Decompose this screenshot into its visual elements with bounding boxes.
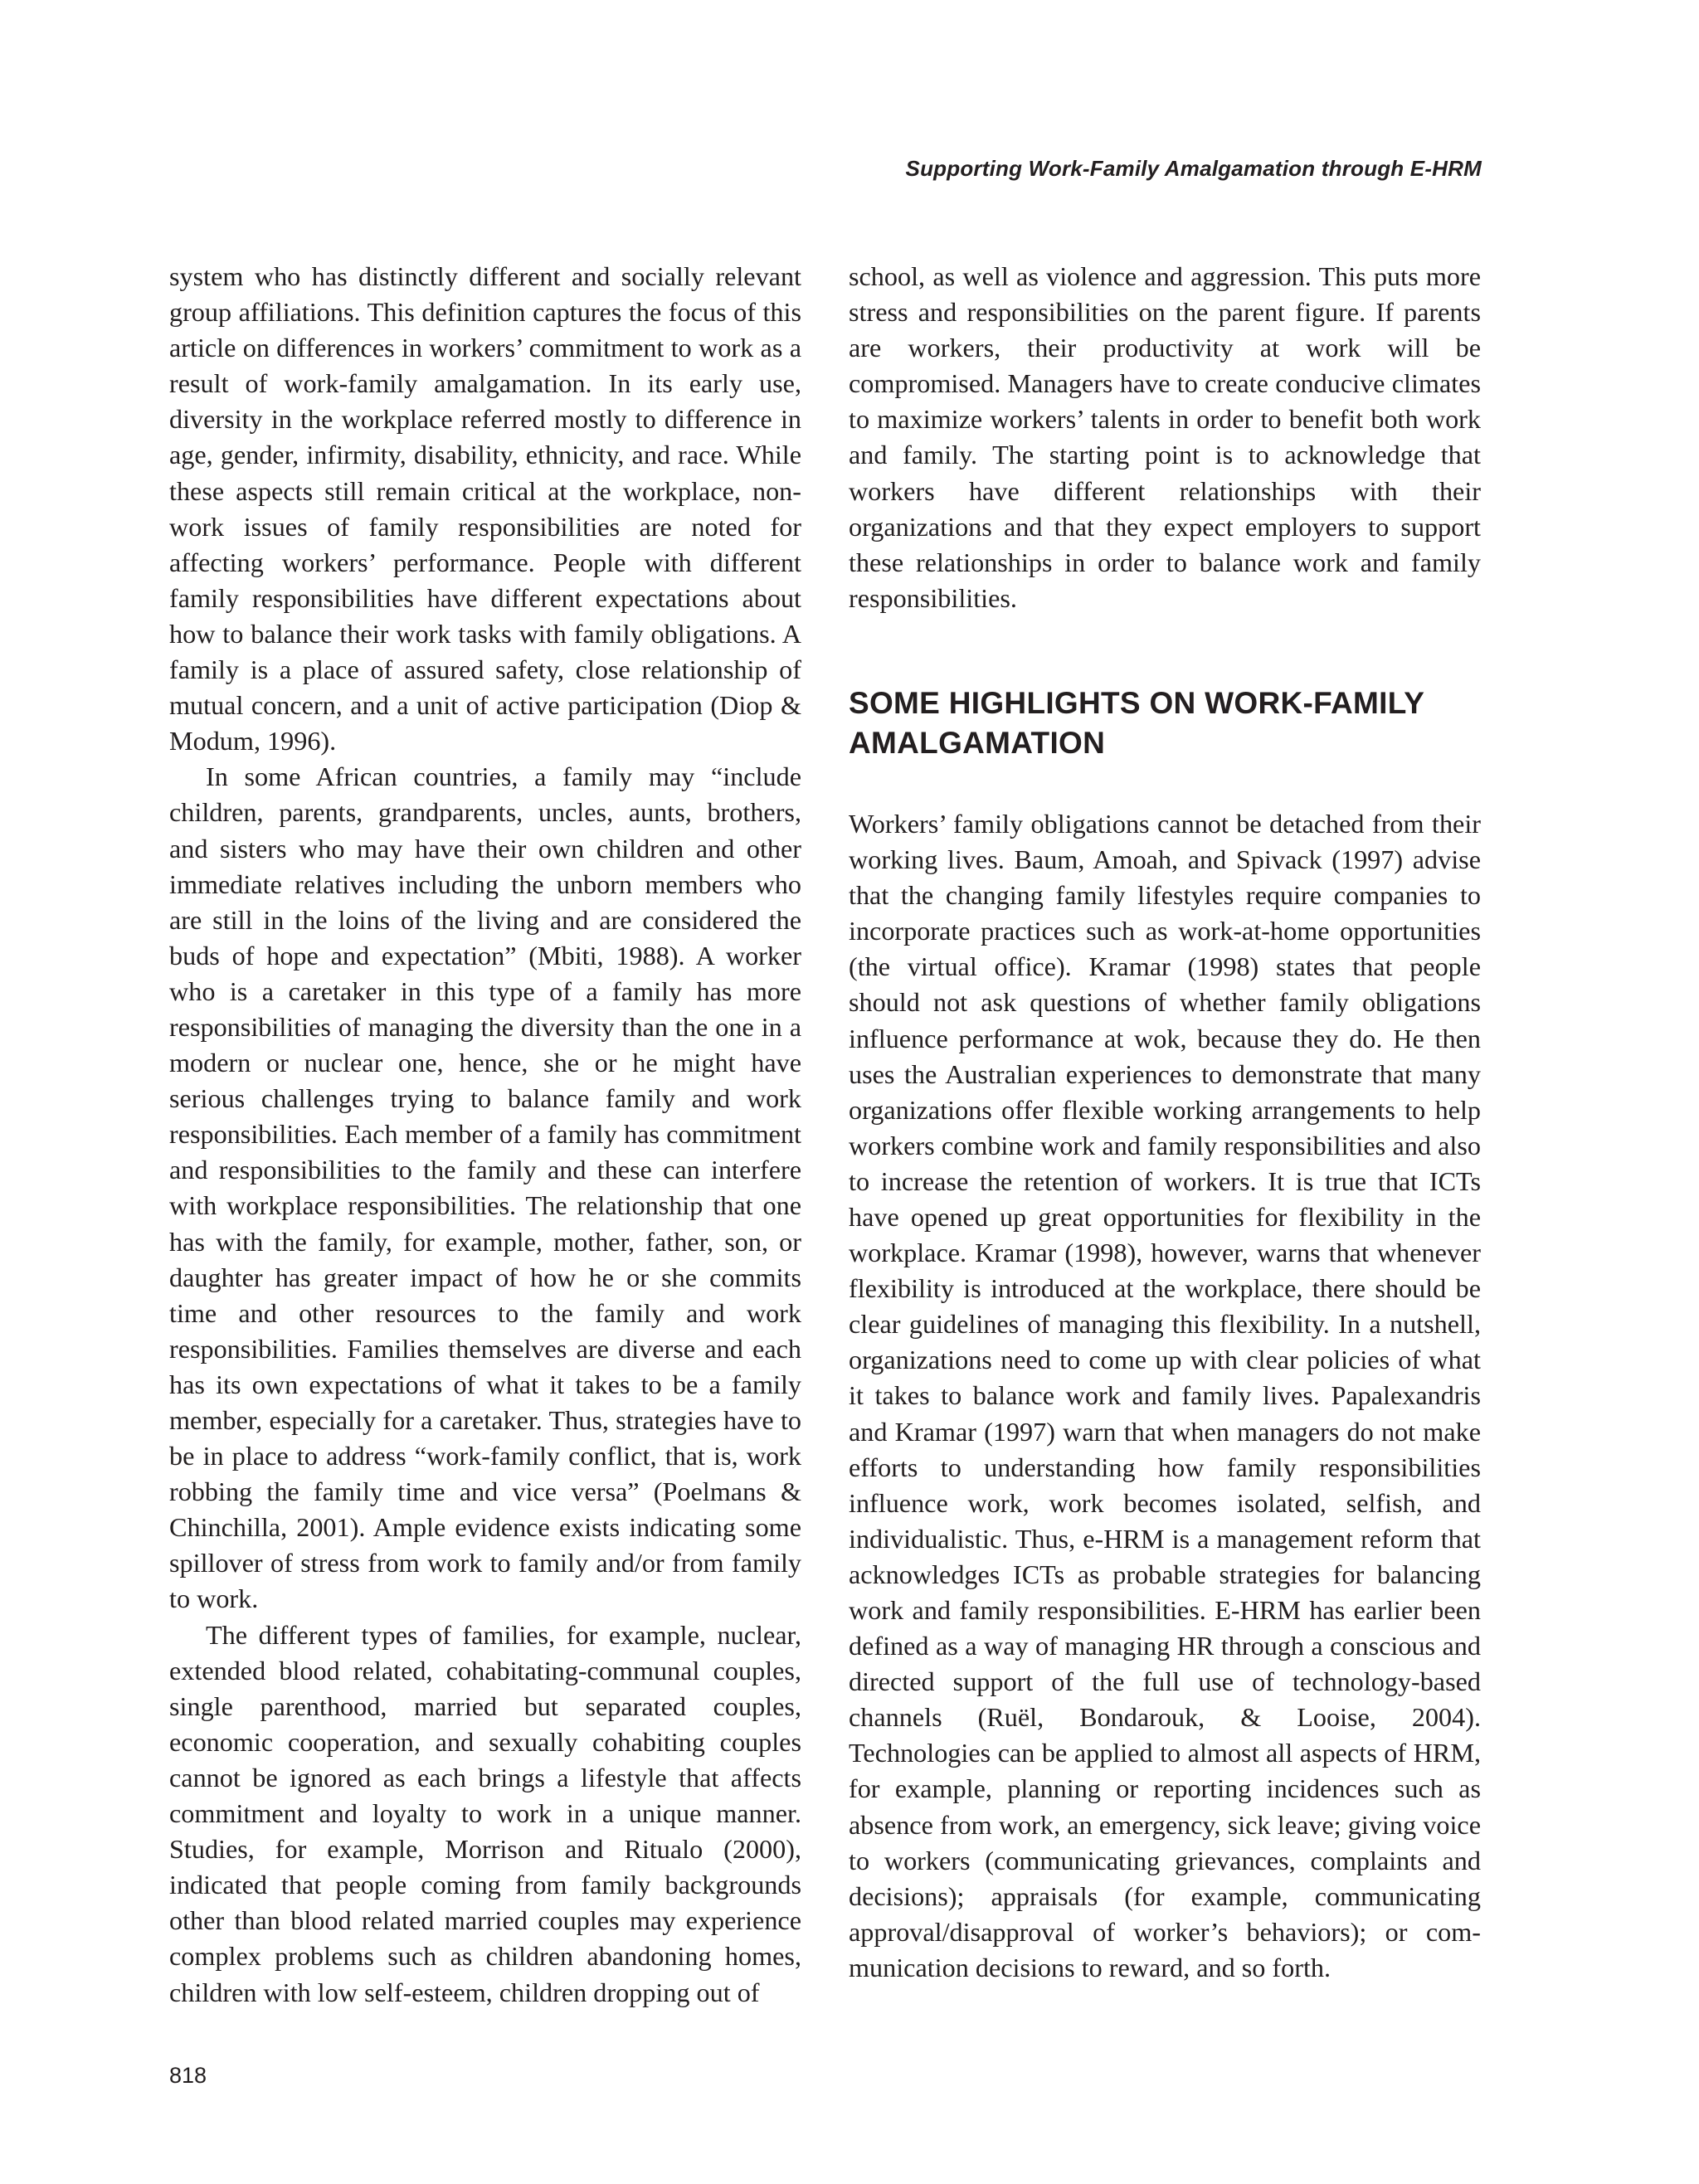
section-heading: SOME HIGHLIGHTS ON WORK-FAMILY AMALGAMATION xyxy=(849,685,1424,760)
page-number: 818 xyxy=(169,2063,207,2088)
left-column xyxy=(169,259,801,2011)
paragraph: In some African countries, a family may “include children, parents, grandparents, uncles, aunts, brothers, and sisters who may have their own children and other immediate relatives including the unborn members who are still in the loins of the living and are considered the buds of hope and expectation” (Mbiti, 1988). A worker who is a caretaker in this type of a family has more responsibilities of managing the diversity than the one in a modern or nuclear one, hence, she or he might have serious challenges trying to balance family and work responsibilities. Each member of a family has commitment and responsibilities to the family and these can interfere with workplace responsibilities. The relationship that one has with the family, for example, mother, father, son, or daughter has greater impact of how he or she commits time and other resources to the family and work responsibilities. Families themselves are diverse and each has its own expectations of what it takes to be a family member, especially for a caretaker. Thus, strategies have to be in place to address “work-family conflict, that is, work robbing the family time and vice versa” (Poelmans & Chinchilla, 2001). Ample evidence exists indicating some spillover of stress from work to family and/or from family to work. xyxy=(169,761,801,1614)
paragraph: system who has distinctly different and socially relevant group affiliations. This definition captures the focus of this article on differences in workers’ commitment to work as a result of work-family amalgamation. In its early use, diversity in the workplace referred mostly to difference in age, gender, infirmity, disability, ethnicity, and race. While these aspects still remain critical at the workplace, non-work issues of family responsibilities are noted for affecting workers’ performance. People with different family responsibilities have different expectations about how to balance their work tasks with family obligations. A family is a place of assured safety, close relationship of mutual concern, and a unit of active participation (Diop & Modum, 1996). xyxy=(169,261,801,756)
right-column xyxy=(849,259,1481,1986)
paragraph: The different types of families, for example, nuclear, extended blood related, cohabitating-communal couples, single parenthood, married but separated couples, economic cooperation, and sexually cohabiting couples cannot be ignored as each brings a lifestyle that affects commitment and loyalty to work in a unique manner. Studies, for example, Morrison and Ritualo (2000), indicated that people coming from family backgrounds other than blood related married couples may experience complex problems such as children abandoning homes, children with low self-esteem, children dropping out of xyxy=(169,1619,801,2007)
paragraph: school, as well as violence and aggression. This puts more stress and responsibilities on the parent figure. If parents are workers, their productivity at work will be compromised. Managers have to create conducive climates to maximize workers’ talents in order to benefit both work and family. The starting point is to acknowledge that workers have different relationships with their organizations and that they expect employers to support these relationships in order to balance work and family responsibilities. xyxy=(849,261,1481,613)
paragraph: Workers’ family obligations cannot be detached from their working lives. Baum, Amoah, and Spivack (1997) advise that the changing family lifestyles require companies to incorporate practices such as work-at-home opportunities (the virtual office). Kramar (1998) states that people should not ask questions of whether family obligations influence performance at wok, because they do. He then uses the Australian experiences to demonstrate that many organizations offer flexible working arrangements to help workers combine work and family responsibilities and also to increase the retention of workers. It is true that ICTs have opened up great opportunities for flexibility in the workplace. Kramar (1998), however, warns that whenever flexibility is introduced at the workplace, there should be clear guidelines of managing this flexibility. In a nutshell, organizations need to come up with clear policies of what it takes to balance work and family lives. Papalexandris and Kramar (1997) warn that when managers do not make efforts to understanding how family responsibilities influence work, work becomes isolated, selfish, and individualistic. Thus, e-HRM is a management reform that acknowledges ICTs as probable strategies for balancing work and family responsibilities. E-HRM has earlier been defined as a way of managing HR through a conscious and directed support of the full use of technology-based channels (Ruël, Bondarouk, & Looise, 2004). Technologies can be applied to almost all aspects of HRM, for example, planning or reporting incidences such as absence from work, an emergency, sick leave; giving voice to workers (communicating grievances, complaints and decisions); appraisals (for example, communicating approval/disapproval of worker’s behaviors); or communication decisions to reward, and so forth. xyxy=(849,808,1481,1982)
running-header: Supporting Work-Family Amalgamation through E-HRM xyxy=(905,156,1482,181)
